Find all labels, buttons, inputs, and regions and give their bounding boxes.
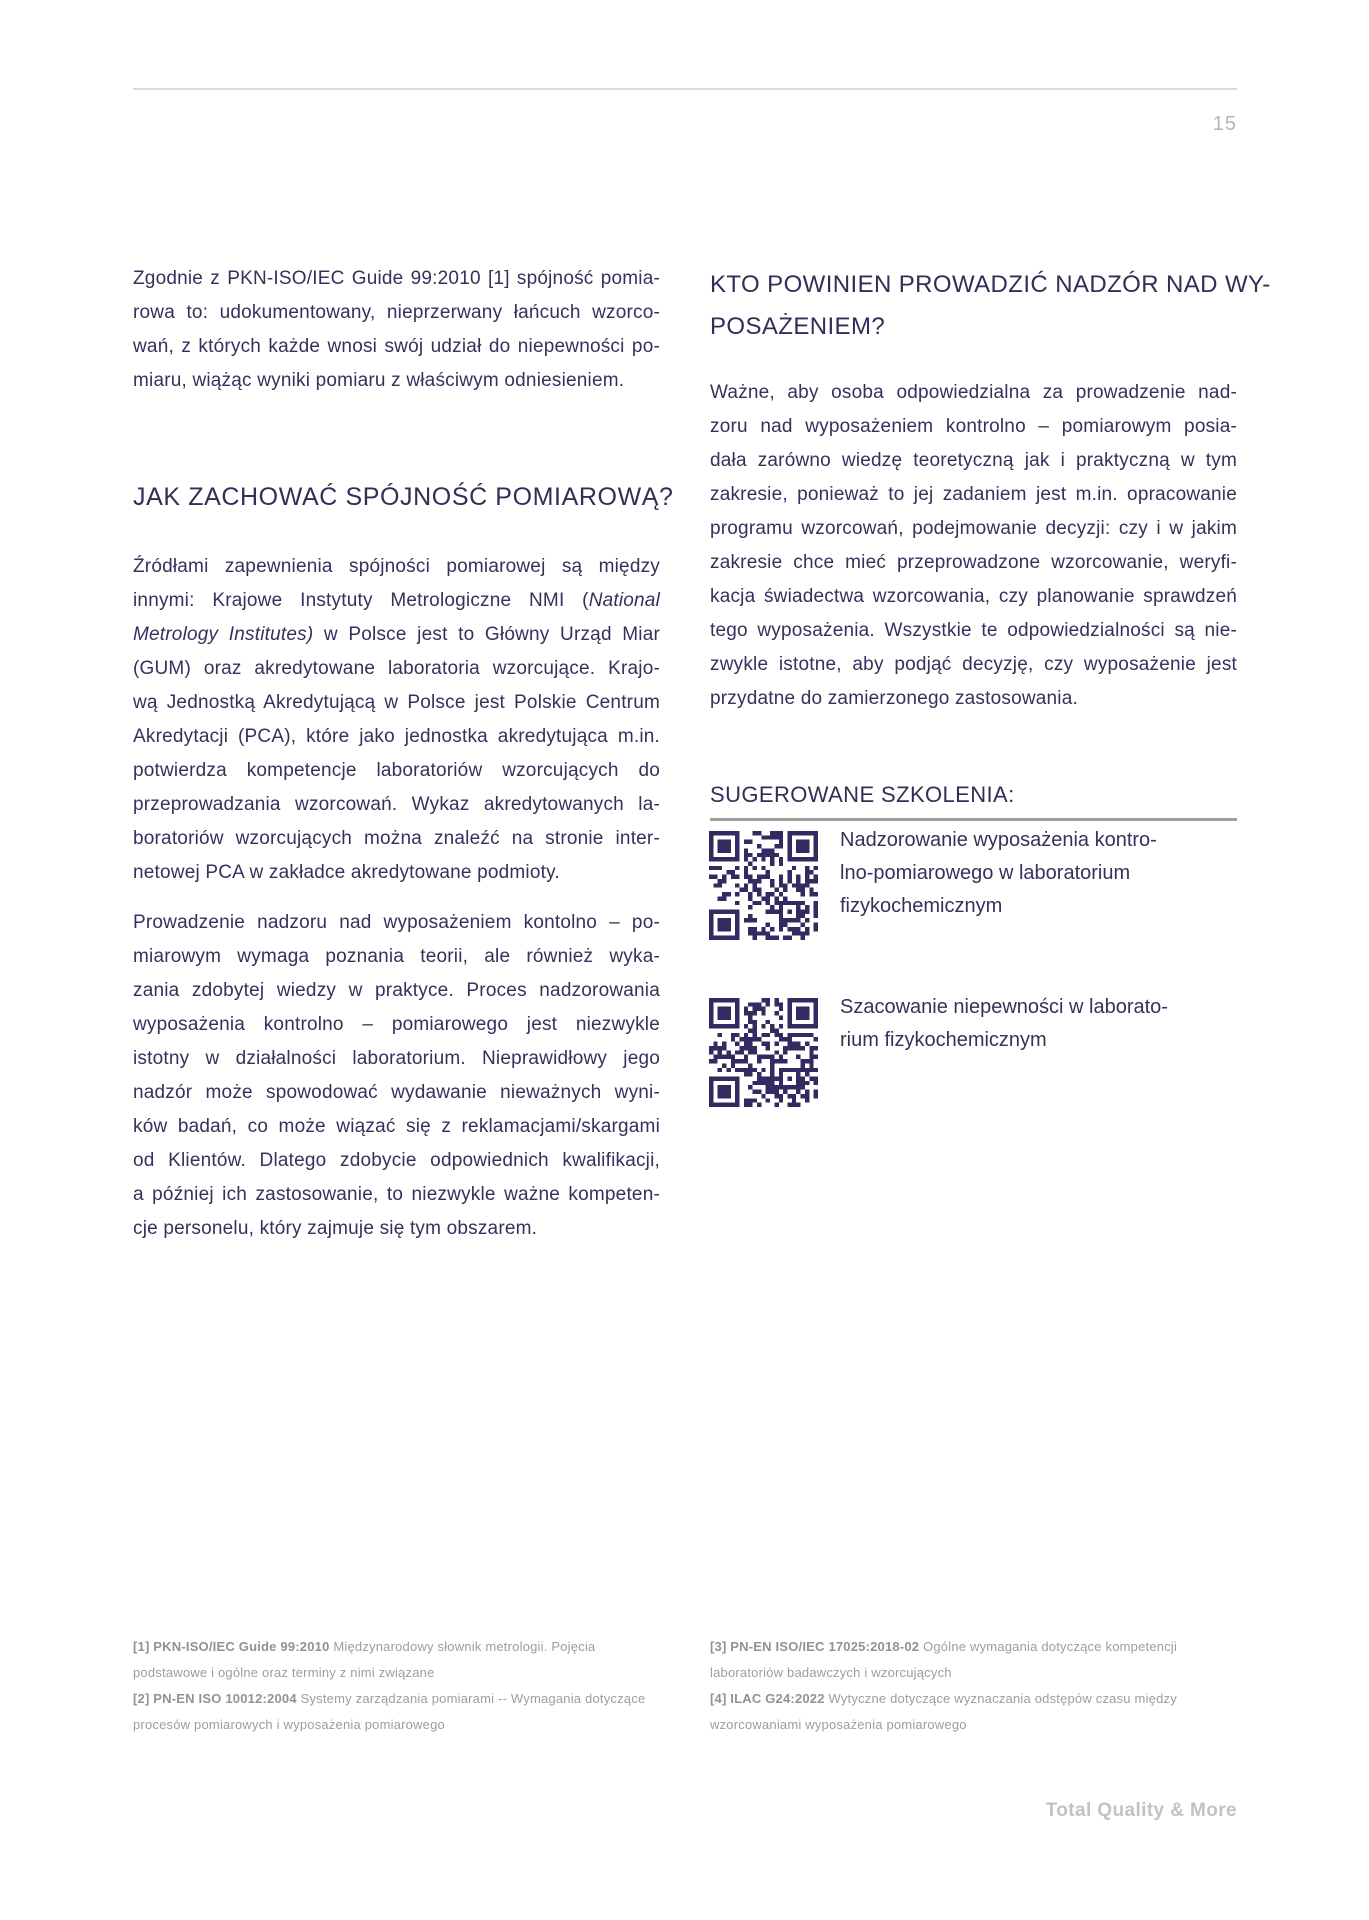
- reference-4: [710, 1686, 1245, 1738]
- text-line: Nadzorowanie wyposażenia kontro-: [840, 829, 1157, 851]
- text-line: Ważne, aby osoba odpowiedzialna za prowadzenie nad-: [710, 382, 1237, 403]
- text-line: a później ich zastosowanie, to niezwykle ważne kompeten-: [133, 1184, 660, 1205]
- text-line: zakresie chce mieć przeprowadzone wzorcowanie, weryfi-: [710, 552, 1237, 573]
- text-line: fizykochemicznym: [840, 895, 1003, 917]
- text-line: przeprowadzania wzorcowań. Wykaz akredytowanych la-: [133, 794, 660, 815]
- text-line: Prowadzenie nadzoru nad wyposażeniem kontolno – po-: [133, 912, 660, 933]
- section-heading-spojnosc: JAK ZACHOWAĆ SPÓJNOŚĆ POMIAROWĄ?: [133, 483, 674, 511]
- paragraph-responsibility: [710, 376, 1237, 716]
- text-line: istotny w działalności laboratorium. Nieprawidłowy jego: [133, 1048, 660, 1069]
- qr-code-training-1: [709, 831, 818, 940]
- text-line: Źródłami zapewnienia spójności pomiarowej są między: [133, 556, 660, 577]
- text-line: programu wzorcowań, podejmowanie decyzji: czy i w jakim: [710, 518, 1237, 539]
- text-line: Szacowanie niepewności w laborato-: [840, 996, 1168, 1018]
- text-line: od Klientów. Dlatego zdobycie odpowiednich kwalifikacji,: [133, 1150, 660, 1171]
- text-line: przydatne do zamierzonego zastosowania.: [710, 688, 1078, 709]
- training-caption-1: [840, 824, 1260, 923]
- trainings-divider: [710, 818, 1237, 821]
- text-line: lno-pomiarowego w laboratorium: [840, 862, 1131, 884]
- text-line: rowa to: udokumentowany, nieprzerwany łańcuch wzorco-: [133, 302, 660, 323]
- section-heading-nadzor: [710, 264, 1271, 348]
- trainings-heading: SUGEROWANE SZKOLENIA:: [710, 782, 1015, 807]
- text-line: wyposażenia kontrolno – pomiarowego jest niezwykle: [133, 1014, 660, 1035]
- reference-1: [133, 1634, 668, 1686]
- text-line: zwykle istotne, aby podjąć decyzję, czy wyposażenie jest: [710, 654, 1237, 675]
- reference-3-label: [3] PN-EN ISO/IEC 17025:2018-02: [710, 1639, 920, 1654]
- paragraph-sources: [133, 550, 660, 890]
- footer-references-left: [133, 1634, 668, 1738]
- intro-paragraph: [133, 262, 660, 398]
- text-line: rium fizykochemicznym: [840, 1029, 1047, 1051]
- text-line: boratoriów wzorcujących można znaleźć na stronie inter-: [133, 828, 660, 849]
- page-number: 15: [1212, 113, 1237, 135]
- reference-3-text: Ogólne wymagania dotyczące kompetencji laboratoriów badawczych i wzorcujących: [710, 1639, 1178, 1680]
- reference-3: [710, 1634, 1245, 1686]
- text-line: Akredytacji (PCA), które jako jednostka akredytująca m.in.: [133, 726, 660, 747]
- top-divider: [133, 88, 1237, 90]
- text-line: dała zarówno wiedzę teoretyczną jak i praktyczną w tym: [710, 450, 1237, 471]
- reference-2: [133, 1686, 668, 1738]
- text-line: potwierdza kompetencje laboratoriów wzorcujących do: [133, 760, 660, 781]
- reference-1-label: [1] PKN-ISO/IEC Guide 99:2010: [133, 1639, 330, 1654]
- reference-4-label: [4] ILAC G24:2022: [710, 1691, 825, 1706]
- text-line: POSAŻENIEM?: [710, 313, 886, 340]
- text-line: Zgodnie z PKN-ISO/IEC Guide 99:2010 [1] spójność pomia-: [133, 268, 660, 289]
- text-line: wań, z których każde wnosi swój udział do niepewności po-: [133, 336, 660, 357]
- text-line: zakresie, ponieważ to jej zadaniem jest m.in. opracowanie: [710, 484, 1237, 505]
- text-line: zania zdobytej wiedzy w praktyce. Proces nadzorowania: [133, 980, 660, 1001]
- footer-references-right: [710, 1634, 1245, 1738]
- text-line: netowej PCA w zakładce akredytowane podmioty.: [133, 862, 560, 883]
- text-line: KTO POWINIEN PROWADZIĆ NADZÓR NAD WY-: [710, 271, 1271, 298]
- reference-2-text: Systemy zarządzania pomiarami -- Wymagania dotyczące procesów pomiarowych i wyposażenia pomiarowego: [133, 1691, 646, 1732]
- brand-logo-text: Total Quality & More: [1045, 1800, 1237, 1821]
- reference-4-text: Wytyczne dotyczące wyznaczania odstępów czasu między wzorcowaniami wyposażenia pomiarowego: [710, 1691, 1177, 1732]
- text-line: miaru, wiążąc wyniki pomiaru z właściwym odniesieniem.: [133, 370, 625, 391]
- text-line: miarowym wymaga poznania teorii, ale również wyka-: [133, 946, 660, 967]
- training-caption-2: [840, 991, 1260, 1057]
- text-line: zoru nad wyposażeniem kontrolno – pomiarowym posia-: [710, 416, 1237, 437]
- text-line: Metrology Institutes) w Polsce jest to Główny Urząd Miar: [133, 624, 661, 645]
- qr-code-training-2: [709, 998, 818, 1107]
- reference-1-text: Międzynarodowy słownik metrologii. Pojęcia podstawowe i ogólne oraz terminy z nimi związane: [133, 1639, 596, 1680]
- text-line: wą Jednostką Akredytującą w Polsce jest Polskie Centrum: [133, 692, 660, 713]
- text-line: ków badań, co może wiązać się z reklamacjami/skargami: [133, 1116, 660, 1137]
- reference-2-label: [2] PN-EN ISO 10012:2004: [133, 1691, 297, 1706]
- paragraph-supervision: [133, 906, 660, 1246]
- text-line: innymi: Krajowe Instytuty Metrologiczne NMI (National: [133, 590, 660, 611]
- text-line: (GUM) oraz akredytowane laboratoria wzorcujące. Krajo-: [133, 658, 660, 679]
- text-line: tego wyposażenia. Wszystkie te odpowiedzialności są nie-: [710, 620, 1237, 641]
- text-line: cje personelu, który zajmuje się tym obszarem.: [133, 1218, 538, 1239]
- text-line: kacja świadectwa wzorcowania, czy planowanie sprawdzeń: [710, 586, 1237, 607]
- text-line: nadzór może spowodować wydawanie nieważnych wyni-: [133, 1082, 660, 1103]
